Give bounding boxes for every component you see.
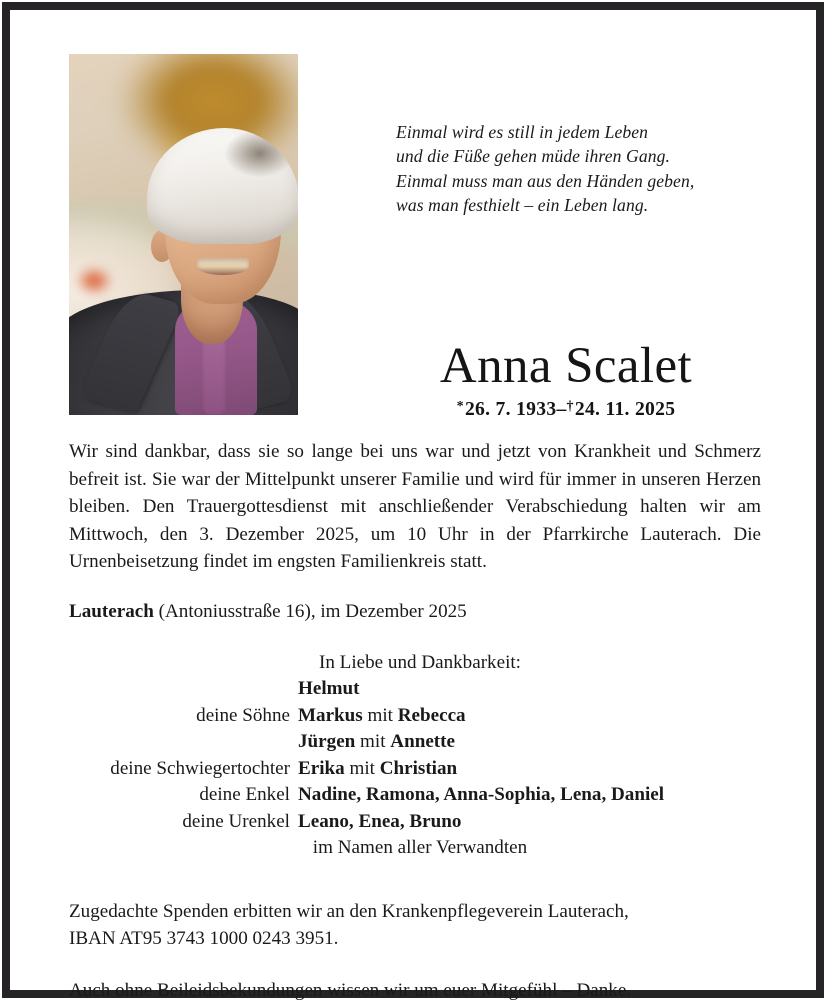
birth-star-icon: * xyxy=(456,399,464,414)
closing-area xyxy=(69,898,761,1005)
poem-line-2: und die Füße gehen müde ihren Gang. xyxy=(396,146,671,167)
portrait-photo xyxy=(69,54,298,415)
donation-notice xyxy=(69,898,761,952)
photo-smile xyxy=(197,258,249,275)
death-date: 24. 11. 2025 xyxy=(574,399,676,420)
family-label: deine Söhne xyxy=(196,704,290,726)
place-and-date-line xyxy=(69,598,761,625)
obituary-text: Wir sind dankbar, dass sie so lange bei uns war und jetzt von Krankheit und Schmerz befreit ist. Sie war der Mittelpunkt unserer Familie und wird für immer in unseren Herzen bleiben. Den Trauergottesdienst mit anschließender Verabschiedung halten wir am Mittwoch, den 3. Dezember 2025, um 10 Uhr in der Pfarrkirche Lauterach. Die Urnenbeisetzung findet im engsten Familienkreis statt. xyxy=(69,441,761,573)
poem-line-4: was man festhielt – ein Leben lang. xyxy=(396,195,649,216)
family-name-helmut: Helmut xyxy=(298,678,360,700)
family-label: deine Urenkel xyxy=(182,810,290,832)
life-dates xyxy=(308,399,824,421)
birth-date: 26. 7. 1933 xyxy=(464,399,557,420)
family-names xyxy=(298,676,761,703)
place-name: Lauterach xyxy=(69,600,154,622)
death-cross-icon: † xyxy=(566,399,574,414)
family-names: Nadine, Ramona, Anna-Sophia, Lena, Daniel xyxy=(298,784,665,806)
family-label: deine Enkel xyxy=(199,784,290,806)
poem-line-3: Einmal muss man aus den Händen geben, xyxy=(396,170,695,191)
family-closing: im Namen aller Verwandten xyxy=(312,837,528,859)
family-rows xyxy=(69,676,761,835)
donation-iban: IBAN AT95 3743 1000 0243 3951. xyxy=(69,928,339,950)
family-names: Markus mit Rebecca xyxy=(298,704,466,726)
thanks-line: Auch ohne Beileidsbekundungen wissen wir um euer Mitgefühl – Danke. xyxy=(69,980,632,1002)
family-block xyxy=(69,650,761,862)
family-names: Leano, Enea, Bruno xyxy=(298,810,462,832)
memorial-poem xyxy=(396,120,776,218)
header-area xyxy=(10,10,816,428)
family-names: Jürgen mit Annette xyxy=(298,731,455,753)
date-separator: – xyxy=(556,399,567,420)
family-names: Erika mit Christian xyxy=(298,757,458,779)
deceased-name-block xyxy=(308,338,824,421)
deceased-name: Anna Scalet xyxy=(439,338,693,394)
obituary-notice xyxy=(2,2,824,1002)
family-intro: In Liebe und Dankbarkeit: xyxy=(318,651,521,673)
donation-line-1: Zugedachte Spenden erbitten wir an den Krankenpflegeverein Lauterach, xyxy=(69,900,629,922)
family-label: deine Schwiegertochter xyxy=(110,757,290,779)
notice-sheet xyxy=(10,10,816,1002)
body-area xyxy=(69,438,761,1005)
place-detail: (Antoniusstraße 16), im Dezember 2025 xyxy=(153,600,467,622)
poem-line-1: Einmal wird es still in jedem Leben xyxy=(396,122,649,142)
